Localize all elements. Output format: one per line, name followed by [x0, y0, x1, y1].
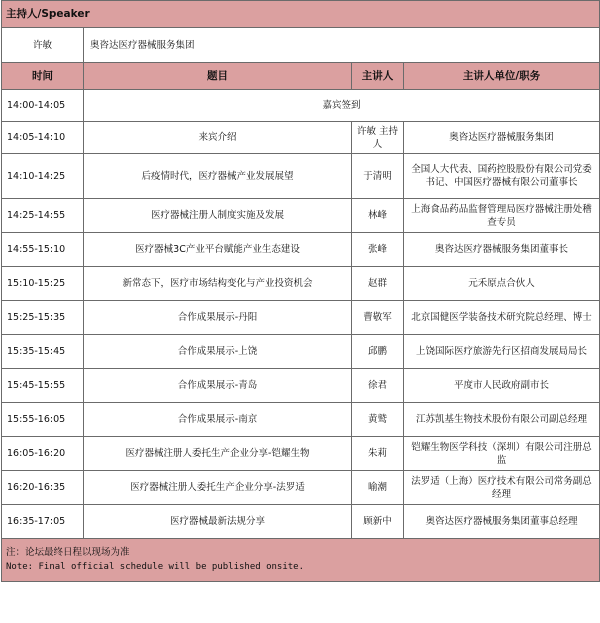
- row-speaker: 许敏 主持人: [352, 122, 404, 154]
- row-speaker: 曹敬军: [352, 301, 404, 335]
- row-org: 奥咨达医疗器械服务集团: [404, 122, 600, 154]
- host-name: 许敏: [2, 28, 84, 63]
- row-time: 14:25-14:55: [2, 199, 84, 233]
- row-speaker: 喻潮: [352, 471, 404, 505]
- row-time: 14:55-15:10: [2, 233, 84, 267]
- table-row: [2, 505, 600, 539]
- row-speaker: 邱鹏: [352, 335, 404, 369]
- row-org: 奥咨达医疗器械服务集团董事长: [404, 233, 600, 267]
- table-row: [2, 335, 600, 369]
- row-time: 16:05-16:20: [2, 437, 84, 471]
- row-time: 14:05-14:10: [2, 122, 84, 154]
- table-row: [2, 154, 600, 199]
- row-time: 16:35-17:05: [2, 505, 84, 539]
- row-speaker: 于清明: [352, 154, 404, 199]
- host-org: 奥咨达医疗器械服务集团: [84, 28, 600, 63]
- note-en: Note: Final official schedule will be published onsite.: [6, 562, 305, 572]
- row-time: 15:35-15:45: [2, 335, 84, 369]
- row-org: 上饶国际医疗旅游先行区招商发展局局长: [404, 335, 600, 369]
- table-row: [2, 437, 600, 471]
- row-speaker: 徐君: [352, 369, 404, 403]
- row-org: 奥咨达医疗器械服务集团董事总经理: [404, 505, 600, 539]
- row-topic: 合作成果展示-丹阳: [84, 301, 352, 335]
- row-speaker: 赵群: [352, 267, 404, 301]
- note-zh: 注：论坛最终日程以现场为准: [6, 547, 130, 558]
- note-cell: [2, 539, 600, 582]
- row-speaker: 黄鹫: [352, 403, 404, 437]
- row-time: 15:25-15:35: [2, 301, 84, 335]
- table-row: [2, 122, 600, 154]
- row-topic: 来宾介绍: [84, 122, 352, 154]
- col-org: 主讲人单位/职务: [404, 63, 600, 90]
- row-topic: 医疗器械3C产业平台赋能产业生态建设: [84, 233, 352, 267]
- agenda-table: [1, 0, 600, 582]
- row-time: 15:10-15:25: [2, 267, 84, 301]
- table-row: [2, 301, 600, 335]
- row-topic: 医疗器械最新法规分享: [84, 505, 352, 539]
- table-row: [2, 267, 600, 301]
- row-time: 16:20-16:35: [2, 471, 84, 505]
- row-org: 江苏凯基生物技术股份有限公司副总经理: [404, 403, 600, 437]
- row-time: 14:10-14:25: [2, 154, 84, 199]
- table-row: [2, 90, 600, 122]
- row-org: 上海食品药品监督管理局医疗器械注册处稽查专员: [404, 199, 600, 233]
- table-row: [2, 471, 600, 505]
- speaker-header: 主持人/Speaker: [2, 1, 600, 28]
- row-speaker: 张峰: [352, 233, 404, 267]
- note-row: [2, 539, 600, 582]
- row-topic: 合作成果展示-南京: [84, 403, 352, 437]
- table-row: [2, 199, 600, 233]
- row-topic: 后疫情时代，医疗器械产业发展展望: [84, 154, 352, 199]
- col-topic: 题目: [84, 63, 352, 90]
- row-speaker: 顾新中: [352, 505, 404, 539]
- row-org: 元禾原点合伙人: [404, 267, 600, 301]
- row-org: 法罗适（上海）医疗技术有限公司常务副总经理: [404, 471, 600, 505]
- row-topic: 新常态下，医疗市场结构变化与产业投资机会: [84, 267, 352, 301]
- row-time: 15:45-15:55: [2, 369, 84, 403]
- table-row: [2, 233, 600, 267]
- row-time: 14:00-14:05: [2, 90, 84, 122]
- row-topic: 嘉宾签到: [84, 90, 600, 122]
- agenda-sheet: [1, 0, 599, 582]
- row-topic: 合作成果展示-青岛: [84, 369, 352, 403]
- row-org: 铠耀生物医学科技（深圳）有限公司注册总监: [404, 437, 600, 471]
- col-time: 时间: [2, 63, 84, 90]
- row-speaker: 林峰: [352, 199, 404, 233]
- row-topic: 医疗器械注册人委托生产企业分享-法罗适: [84, 471, 352, 505]
- row-speaker: 朱莉: [352, 437, 404, 471]
- row-topic: 医疗器械注册人制度实施及发展: [84, 199, 352, 233]
- host-row: [2, 28, 600, 63]
- table-row: [2, 369, 600, 403]
- row-topic: 合作成果展示-上饶: [84, 335, 352, 369]
- row-org: 全国人大代表、国药控股股份有限公司党委书记、中国医疗器械有限公司董事长: [404, 154, 600, 199]
- row-time: 15:55-16:05: [2, 403, 84, 437]
- table-row: [2, 403, 600, 437]
- speaker-header-row: [2, 1, 600, 28]
- row-org: 平度市人民政府副市长: [404, 369, 600, 403]
- row-topic: 医疗器械注册人委托生产企业分享-铠耀生物: [84, 437, 352, 471]
- col-speaker: 主讲人: [352, 63, 404, 90]
- column-header-row: [2, 63, 600, 90]
- row-org: 北京国健医学装备技术研究院总经理、博士: [404, 301, 600, 335]
